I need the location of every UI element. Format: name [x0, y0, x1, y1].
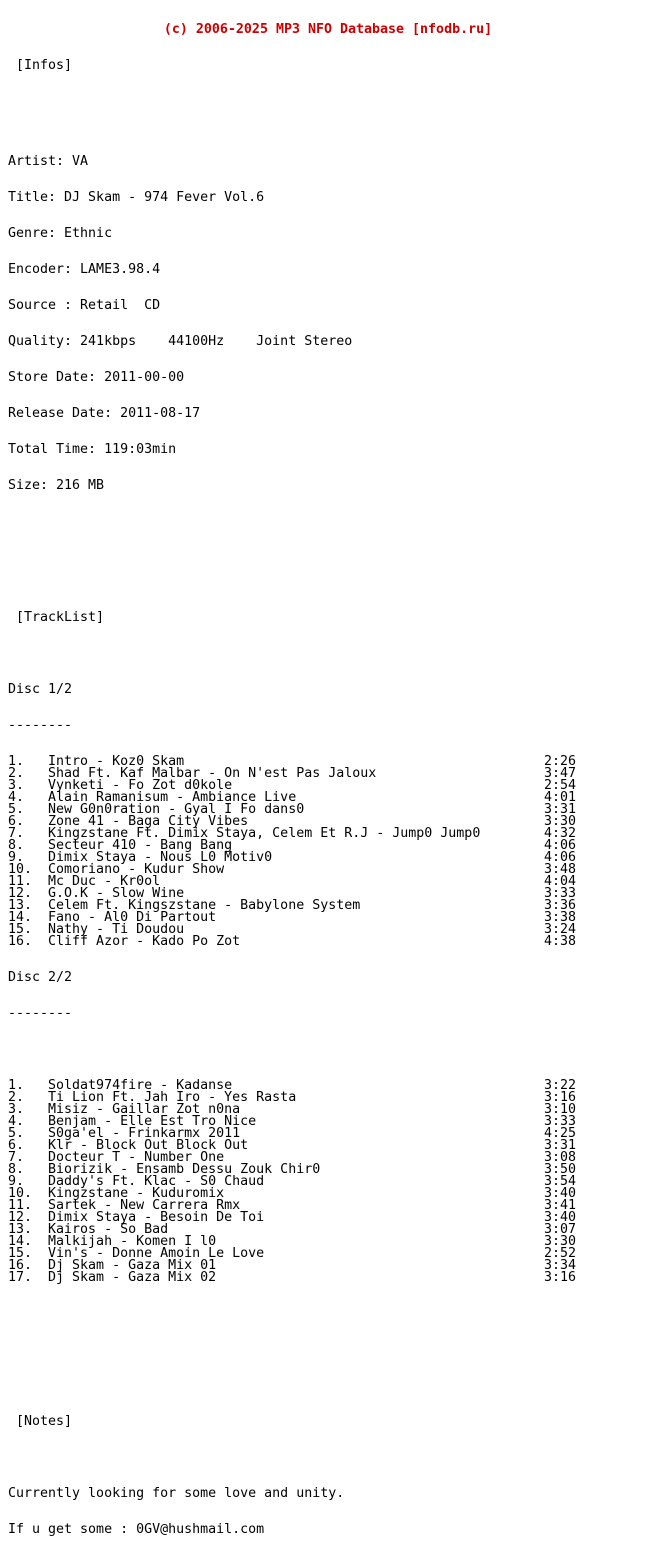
disc1-rule: -------- — [8, 718, 73, 733]
track-title: 8. Biorizik - Ensamb Dessu Zouk Chir0 — [8, 1162, 321, 1177]
track-title: 12. Dimix Staya - Besoin De Toi — [8, 1210, 265, 1225]
info-total-time: Total Time: 119:03min — [8, 442, 177, 457]
site-header[interactable]: (c) 2006-2025 MP3 NFO Database [nfodb.ru] — [163, 22, 493, 37]
track-title: 14. Malkijah - Komen I l0 — [8, 1234, 217, 1249]
info-size: Size: 216 MB — [8, 478, 105, 493]
track-title: 15. Vin's - Donne Amoin Le Love — [8, 1246, 265, 1261]
track-duration: 3:54 — [544, 1174, 577, 1189]
track-duration: 3:31 — [544, 802, 577, 817]
track-duration: 3:50 — [544, 1162, 577, 1177]
track-title: 4. Benjam - Elle Est Tro Nice — [8, 1114, 257, 1129]
info-artist: Artist: VA — [8, 154, 89, 169]
notes-line-1: Currently looking for some love and unity. — [8, 1486, 345, 1501]
track-duration: 4:01 — [544, 790, 577, 805]
blank-line — [8, 648, 648, 660]
disc2-title: Disc 2/2 — [8, 970, 73, 985]
track-duration: 4:38 — [544, 934, 577, 949]
track-duration: 3:31 — [544, 1138, 577, 1153]
blank-line — [8, 540, 648, 552]
infos-block — [8, 132, 648, 516]
track-title: 5. New G0n0ration - Gyal I Fo dans0 — [8, 802, 305, 817]
blank-line — [8, 576, 648, 588]
track-duration: 3:07 — [544, 1222, 577, 1237]
tracklist-heading: [TrackList] — [8, 610, 105, 625]
track-duration: 4:32 — [544, 826, 577, 841]
track-duration: 3:36 — [544, 898, 577, 913]
blank-line — [8, 1452, 648, 1464]
info-store-date: Store Date: 2011-00-00 — [8, 370, 185, 385]
blank-line — [8, 1344, 648, 1356]
disc1-title: Disc 1/2 — [8, 682, 73, 697]
track-title: 5. S0ga'el - Frinkarmx 2011 — [8, 1126, 241, 1141]
track-duration: 3:16 — [544, 1090, 577, 1105]
track-title: 14. Fano - Al0 Di Partout — [8, 910, 217, 925]
track-duration: 2:54 — [544, 778, 577, 793]
blank-line — [8, 1380, 648, 1392]
track-title: 7. Kingzstane Ft. Dimix Staya, Celem Et R.J - Jump0 Jump0 — [8, 826, 481, 841]
disc2-rule: -------- — [8, 1006, 73, 1021]
track-duration: 3:16 — [544, 1270, 577, 1285]
track-title: 2. Ti Lion Ft. Jah Iro - Yes Rasta — [8, 1090, 297, 1105]
track-title: 3. Vynketi - Fo Zot d0kole — [8, 778, 233, 793]
track-duration: 3:22 — [544, 1078, 577, 1093]
track-title: 11. Mc Duc - Kr0ol — [8, 874, 161, 889]
track-title: 16. Dj Skam - Gaza Mix 01 — [8, 1258, 217, 1273]
track-duration: 3:08 — [544, 1150, 577, 1165]
track-title: 13. Kairos - So Bad — [8, 1222, 169, 1237]
track-duration: 3:10 — [544, 1102, 577, 1117]
track-duration: 3:47 — [544, 766, 577, 781]
track-duration: 4:06 — [544, 850, 577, 865]
track-duration: 2:26 — [544, 754, 577, 769]
track-duration: 3:30 — [544, 814, 577, 829]
track-duration: 3:30 — [544, 1234, 577, 1249]
info-source: Source : Retail CD — [8, 298, 161, 313]
track-title: 4. Alain Ramanisum - Ambiance Live — [8, 790, 297, 805]
track-duration: 3:24 — [544, 922, 577, 937]
track-duration: 3:48 — [544, 862, 577, 877]
nfo-document — [8, 0, 648, 1548]
track-duration: 3:34 — [544, 1258, 577, 1273]
disc1-tracklist — [8, 756, 648, 948]
track-title: 15. Nathy - Ti Doudou — [8, 922, 185, 937]
info-genre: Genre: Ethnic — [8, 226, 113, 241]
track-title: 9. Dimix Staya - Nous L0 Motiv0 — [8, 850, 273, 865]
track-row — [8, 936, 648, 948]
track-title: 10. Comoriano - Kudur Show — [8, 862, 225, 877]
info-title: Title: DJ Skam - 974 Fever Vol.6 — [8, 190, 265, 205]
track-duration: 2:52 — [544, 1246, 577, 1261]
track-duration: 4:04 — [544, 874, 577, 889]
track-title: 9. Daddy's Ft. Klac - S0 Chaud — [8, 1174, 265, 1189]
track-title: 6. Zone 41 - Baga City Vibes — [8, 814, 249, 829]
notes-line-2: If u get some : 0GV@hushmail.com — [8, 1522, 265, 1537]
track-title: 6. Klr - Block Out Block Out — [8, 1138, 249, 1153]
track-title: 2. Shad Ft. Kaf Malbar - On N'est Pas Jaloux — [8, 766, 377, 781]
blank-line — [8, 1044, 648, 1056]
track-title: 1. Soldat974fire - Kadanse — [8, 1078, 233, 1093]
track-title: 12. G.O.K - Slow Wine — [8, 886, 185, 901]
info-encoder: Encoder: LAME3.98.4 — [8, 262, 161, 277]
track-duration: 4:06 — [544, 838, 577, 853]
track-duration: 3:38 — [544, 910, 577, 925]
track-title: 1. Intro - Koz0 Skam — [8, 754, 185, 769]
track-duration: 3:40 — [544, 1210, 577, 1225]
track-duration: 3:33 — [544, 1114, 577, 1129]
info-release-date: Release Date: 2011-08-17 — [8, 406, 201, 421]
track-title: 11. Sartek - New Carrera Rmx — [8, 1198, 241, 1213]
track-title: 16. Cliff Azor - Kado Po Zot — [8, 934, 241, 949]
disc2-tracklist — [8, 1080, 648, 1284]
track-title: 7. Docteur T - Number One — [8, 1150, 225, 1165]
notes-heading: [Notes] — [8, 1414, 73, 1429]
track-duration: 3:40 — [544, 1186, 577, 1201]
track-title: 3. Misiz - Gaillar Zot n0na — [8, 1102, 241, 1117]
track-duration: 4:25 — [544, 1126, 577, 1141]
track-title: 10. Kingzstane - Kuduromix — [8, 1186, 225, 1201]
track-title: 13. Celem Ft. Kingszstane - Babylone System — [8, 898, 361, 913]
track-duration: 3:33 — [544, 886, 577, 901]
track-title: 8. Secteur 410 - Bang Bang — [8, 838, 233, 853]
info-quality: Quality: 241kbps 44100Hz Joint Stereo — [8, 334, 353, 349]
infos-heading: [Infos] — [8, 58, 73, 73]
track-title: 17. Dj Skam - Gaza Mix 02 — [8, 1270, 217, 1285]
blank-line — [8, 1308, 648, 1320]
blank-line — [8, 96, 648, 108]
track-duration: 3:41 — [544, 1198, 577, 1213]
track-row — [8, 1272, 648, 1284]
